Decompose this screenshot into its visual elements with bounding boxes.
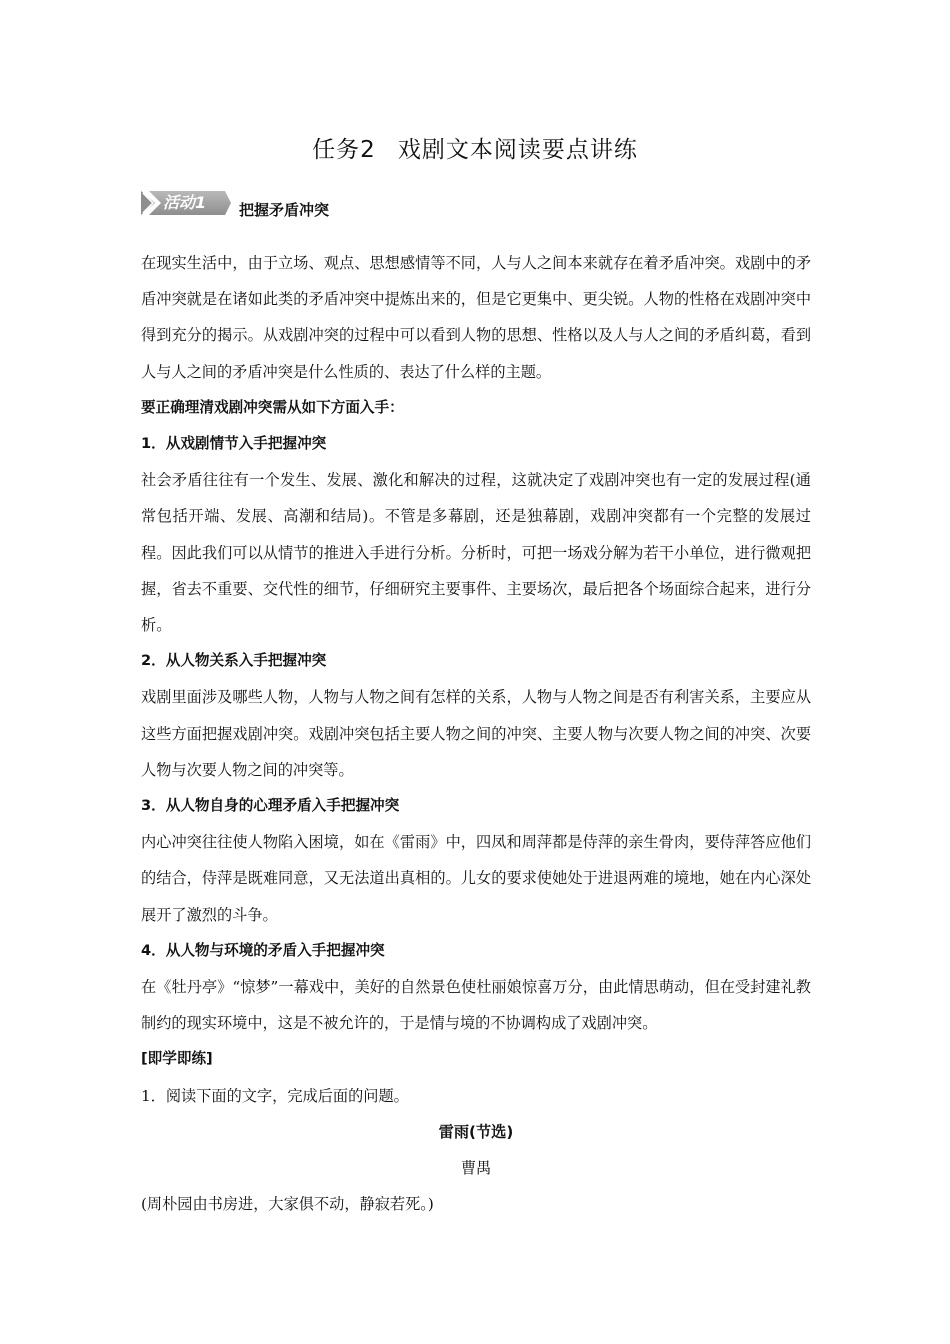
stage-direction: (周朴园由书房进，大家俱不动，静寂若死。) (141, 1195, 434, 1214)
lead-sentence: 要正确理清戏剧冲突需从如下方面入手： (141, 398, 404, 416)
excerpt-title: 雷雨(节选) (438, 1122, 514, 1141)
point-4-heading: 4．从人物与环境的矛盾入手把握冲突 (141, 941, 385, 959)
point-1-heading: 1．从戏剧情节入手把握冲突 (141, 435, 327, 453)
practice-question: 1．阅读下面的文字，完成后面的问题。 (141, 1086, 409, 1105)
document-body (141, 245, 811, 1222)
task-number: 任务2 (312, 137, 376, 163)
intro-paragraph: 在现实生活中，由于立场、观点、思想感情等不同，人与人之间本来就存在着矛盾冲突。戏剧中的矛盾冲突就是在诸如此类的矛盾冲突中提炼出来的，但是它更集中、更尖锐。人物的性格在戏剧冲突中得到充分的揭示。从戏剧冲突的过程中可以看到人物的思想、性格以及人与人之间的矛盾纠葛，看到人与人之间的矛盾冲突是什么性质的、表达了什么样的主题。 (141, 254, 811, 381)
page-title (0, 133, 950, 167)
activity-header (141, 190, 330, 219)
point-4-text: 在《牡丹亭》“惊梦”一幕戏中，美好的自然景色使杜丽娘惊喜万分，由此情思萌动，但在受封建礼教制约的现实环境中，这是不被允许的，于是情与境的不协调构成了戏剧冲突。 (141, 978, 811, 1033)
activity-heading: 把握矛盾冲突 (239, 200, 330, 219)
activity-badge (141, 191, 231, 215)
point-2-heading: 2．从人物关系入手把握冲突 (141, 652, 327, 670)
point-2-text: 戏剧里面涉及哪些人物，人物与人物之间有怎样的关系，人物与人物之间是否有利害关系，主要应从这些方面把握戏剧冲突。戏剧冲突包括主要人物之间的冲突、主要人物与次要人物之间的冲突、次要人物与次要人物之间的冲突等。 (141, 688, 811, 779)
practice-label: [即学即练] (141, 1050, 213, 1068)
task-name: 戏剧文本阅读要点讲练 (397, 137, 638, 163)
activity-badge-label: 活动1 (163, 193, 207, 212)
point-1-text: 社会矛盾往往有一个发生、发展、激化和解决的过程，这就决定了戏剧冲突也有一定的发展过程(通常包括开端、发展、高潮和结局)。不管是多幕剧，还是独幕剧，戏剧冲突都有一个完整的发展过程。因此我们可以从情节的推进入手进行分析。分析时，可把一场戏分解为若干小单位，进行微观把握，省去不重要、交代性的细节，仔细研究主要事件、主要场次，最后把各个场面综合起来，进行分析。 (141, 471, 811, 635)
point-3-text: 内心冲突往往使人物陷入困境，如在《雷雨》中，四凤和周萍都是侍萍的亲生骨肉，要侍萍答应他们的结合，侍萍是既难同意，又无法道出真相的。儿女的要求使她处于进退两难的境地，她在内心深处展开了激烈的斗争。 (141, 833, 811, 924)
excerpt-author: 曹禺 (460, 1159, 492, 1178)
point-3-heading: 3．从人物自身的心理矛盾入手把握冲突 (141, 797, 400, 815)
